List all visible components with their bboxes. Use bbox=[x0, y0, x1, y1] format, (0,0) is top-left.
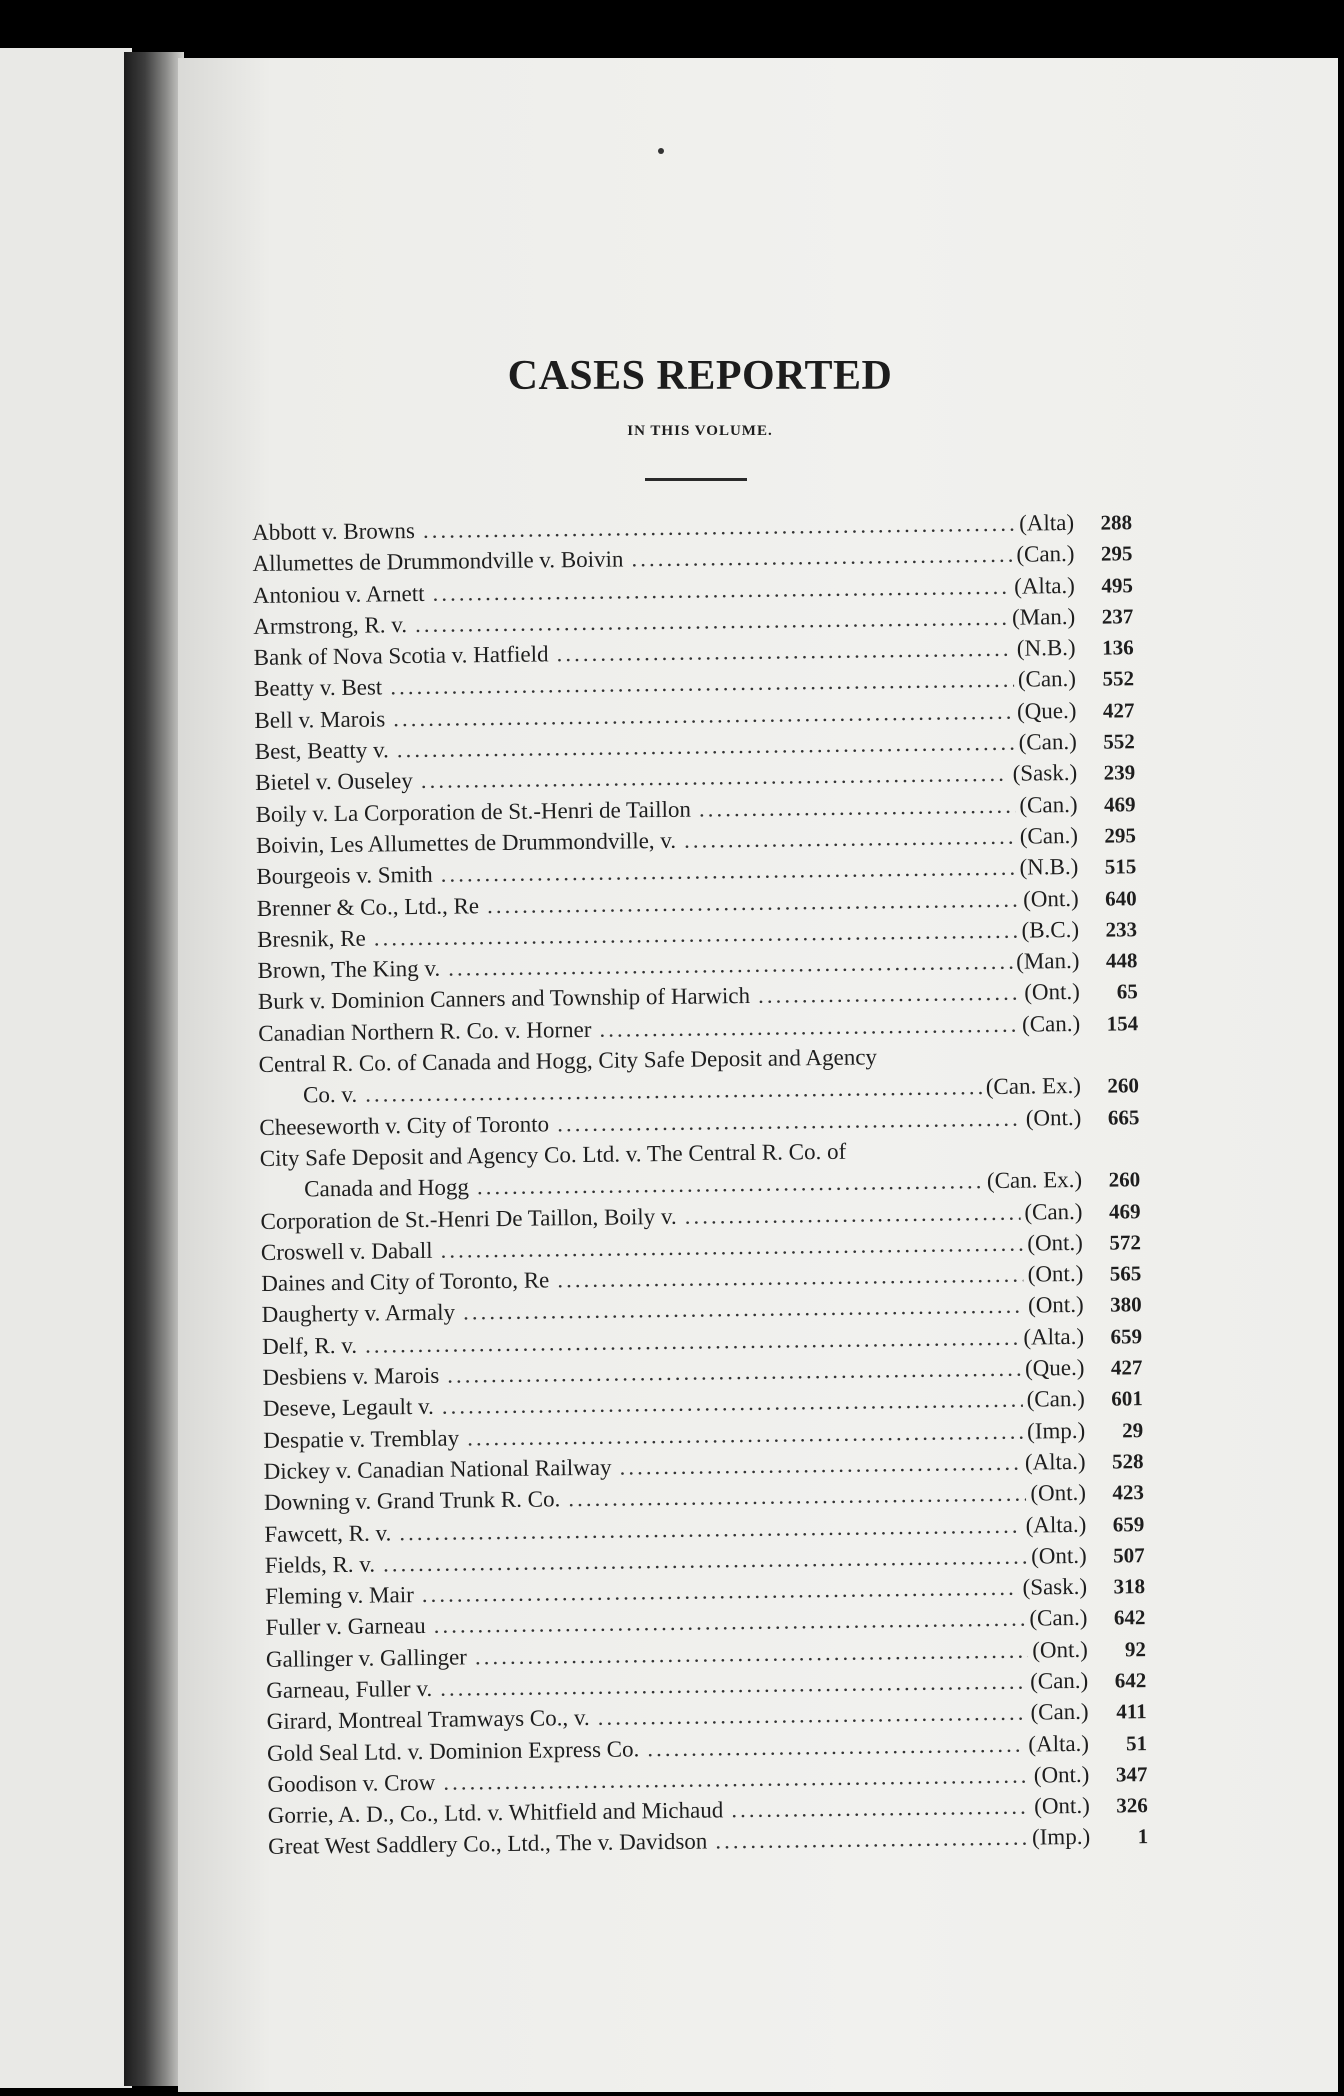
page-number: 642 bbox=[1114, 1668, 1147, 1693]
court-abbreviation: (Ont.) bbox=[1033, 1761, 1090, 1788]
case-name: Dickey v. Canadian National Railway bbox=[263, 1454, 612, 1484]
leader-dots bbox=[475, 1637, 1029, 1670]
case-name: Fleming v. Mair bbox=[265, 1582, 414, 1610]
leader-dots bbox=[557, 1262, 1024, 1294]
case-name: Downing v. Grand Trunk R. Co. bbox=[263, 1486, 561, 1516]
page-number: 51 bbox=[1125, 1730, 1148, 1755]
leader-dots bbox=[631, 542, 1012, 573]
court-abbreviation: (Can. Ex.) bbox=[986, 1167, 1083, 1194]
page-number: 295 bbox=[1104, 823, 1137, 848]
case-name: Gallinger v. Gallinger bbox=[265, 1644, 468, 1672]
page-number: 469 bbox=[1103, 791, 1136, 817]
case-name: Great West Saddlery Co., Ltd., The v. Davidson bbox=[268, 1829, 708, 1860]
case-name: Antoniou v. Arnett bbox=[252, 580, 425, 608]
ink-speck bbox=[658, 148, 664, 154]
court-abbreviation: (B.C.) bbox=[1021, 916, 1080, 943]
page-number: 469 bbox=[1108, 1198, 1141, 1224]
scan-border bbox=[1338, 0, 1344, 2096]
case-name: Daugherty v. Armaly bbox=[261, 1300, 456, 1328]
page-number: 515 bbox=[1104, 854, 1137, 879]
page-number: 565 bbox=[1109, 1261, 1142, 1286]
case-name: Despatie v. Tremblay bbox=[263, 1425, 460, 1453]
page-number: 448 bbox=[1105, 948, 1138, 973]
page-number: 423 bbox=[1112, 1480, 1145, 1505]
left-facing-page bbox=[0, 48, 132, 2088]
leader-dots bbox=[463, 1293, 1024, 1326]
book-gutter-shadow bbox=[124, 52, 184, 2086]
leader-dots bbox=[448, 949, 1012, 982]
case-name: Fields, R. v. bbox=[264, 1551, 376, 1578]
court-abbreviation: (Man.) bbox=[1016, 948, 1080, 974]
leader-dots bbox=[731, 1794, 1030, 1824]
page-number: 136 bbox=[1101, 635, 1134, 660]
court-abbreviation: (Alta.) bbox=[1028, 1730, 1090, 1757]
court-abbreviation: (Sask.) bbox=[1012, 760, 1078, 787]
page-number: 288 bbox=[1100, 510, 1133, 535]
case-name: Bank of Nova Scotia v. Hatfield bbox=[253, 641, 549, 671]
title-rule-divider bbox=[645, 478, 747, 481]
page-number: 507 bbox=[1113, 1542, 1145, 1568]
case-name: Bourgeois v. Smith bbox=[256, 862, 433, 890]
page-number: 29 bbox=[1122, 1417, 1144, 1443]
leader-dots bbox=[557, 1105, 1022, 1137]
case-name: Beatty v. Best bbox=[253, 674, 383, 702]
court-abbreviation: (Can.) bbox=[1017, 666, 1077, 693]
leader-dots bbox=[715, 1825, 1028, 1855]
case-name: Deseve, Legault v. bbox=[262, 1394, 434, 1422]
court-abbreviation: (Ont.) bbox=[1034, 1793, 1090, 1819]
court-abbreviation: (Que.) bbox=[1016, 697, 1077, 724]
court-abbreviation: (Can.) bbox=[1026, 1386, 1085, 1412]
court-abbreviation: (Can. Ex.) bbox=[985, 1073, 1082, 1100]
page-number: 1 bbox=[1137, 1824, 1149, 1849]
page-number: 260 bbox=[1108, 1167, 1141, 1192]
case-name: Canadian Northern R. Co. v. Horner bbox=[258, 1016, 592, 1046]
leader-dots bbox=[699, 792, 1016, 822]
case-name-continued: Co. v. bbox=[302, 1082, 358, 1108]
case-name: Bietel v. Ouseley bbox=[255, 768, 413, 796]
case-name: Cheeseworth v. City of Toronto bbox=[259, 1111, 550, 1140]
page-number: 318 bbox=[1113, 1574, 1146, 1599]
case-name: Gold Seal Ltd. v. Dominion Express Co. bbox=[266, 1735, 640, 1766]
case-name: Brown, The King v. bbox=[257, 955, 441, 984]
leader-dots bbox=[487, 886, 1019, 918]
court-abbreviation: (Ont.) bbox=[1030, 1542, 1087, 1569]
leader-dots bbox=[477, 1168, 983, 1200]
case-name: Croswell v. Daball bbox=[260, 1237, 433, 1265]
case-name: Fuller v. Garneau bbox=[265, 1613, 426, 1641]
court-abbreviation: (Ont.) bbox=[1027, 1229, 1084, 1256]
page-number: 642 bbox=[1113, 1605, 1146, 1630]
page-number: 601 bbox=[1111, 1386, 1143, 1411]
case-name: Fawcett, R. v. bbox=[264, 1519, 392, 1547]
page-number: 427 bbox=[1110, 1355, 1143, 1380]
case-name: Central R. Co. of Canada and Hogg, City Safe Deposit and Agency bbox=[258, 1044, 878, 1078]
case-name: Boily v. La Corporation de St.-Henri de Taillon bbox=[255, 796, 692, 827]
case-name: Bresnik, Re bbox=[256, 925, 366, 952]
page-number: 295 bbox=[1100, 541, 1133, 566]
court-abbreviation: (N.B.) bbox=[1019, 854, 1079, 880]
case-name: Girard, Montreal Tramways Co., v. bbox=[266, 1705, 590, 1735]
court-abbreviation: (Alta.) bbox=[1024, 1448, 1086, 1475]
leader-dots bbox=[599, 1011, 1018, 1042]
case-name: Abbott v. Browns bbox=[252, 518, 416, 545]
leader-dots bbox=[598, 1700, 1027, 1731]
page-number: 65 bbox=[1116, 979, 1138, 1004]
court-abbreviation: (Ont.) bbox=[1027, 1261, 1084, 1287]
court-abbreviation: (Can.) bbox=[1024, 1198, 1083, 1225]
case-name: Delf, R. v. bbox=[261, 1332, 358, 1359]
case-name: Bell v. Marois bbox=[254, 706, 386, 733]
court-abbreviation: (Can.) bbox=[1016, 541, 1075, 567]
page-number: 659 bbox=[1112, 1511, 1145, 1537]
court-abbreviation: (Ont.) bbox=[1032, 1636, 1089, 1663]
case-name: Garneau, Fuller v. bbox=[266, 1675, 433, 1703]
court-abbreviation: (Alta.) bbox=[1025, 1511, 1087, 1538]
case-name: Desbiens v. Marois bbox=[262, 1362, 440, 1390]
court-abbreviation: (Imp.) bbox=[1031, 1824, 1091, 1851]
case-name: Gorrie, A. D., Co., Ltd. v. Whitfield and Michaud bbox=[267, 1797, 724, 1829]
leader-dots bbox=[467, 1418, 1023, 1451]
case-name: Armstrong, R. v. bbox=[253, 612, 408, 639]
page-number: 411 bbox=[1116, 1699, 1147, 1724]
court-abbreviation: (Que.) bbox=[1024, 1354, 1085, 1381]
court-abbreviation: (N.B.) bbox=[1016, 635, 1076, 661]
case-name: Corporation de St.-Henri De Taillon, Boily v. bbox=[260, 1203, 677, 1234]
court-abbreviation: (Man.) bbox=[1011, 603, 1076, 630]
case-name: Brenner & Co., Ltd., Re bbox=[256, 892, 480, 921]
page-number: 427 bbox=[1102, 698, 1135, 723]
page-title: CASES REPORTED bbox=[507, 353, 893, 399]
leader-dots bbox=[568, 1481, 1026, 1513]
cases-list bbox=[252, 509, 1148, 1865]
page-number: 495 bbox=[1101, 572, 1134, 598]
page-number: 665 bbox=[1107, 1104, 1140, 1130]
leader-dots bbox=[556, 636, 1013, 668]
page-number: 552 bbox=[1102, 666, 1135, 692]
page-number: 237 bbox=[1101, 604, 1134, 629]
page-number: 640 bbox=[1105, 885, 1137, 911]
court-abbreviation: (Alta.) bbox=[1014, 572, 1076, 599]
court-abbreviation: (Can.) bbox=[1019, 822, 1079, 849]
page-number: 380 bbox=[1110, 1292, 1142, 1317]
page-subtitle: IN THIS VOLUME. bbox=[627, 423, 773, 439]
case-name: Best, Beatty v. bbox=[254, 737, 389, 765]
page-number: 347 bbox=[1115, 1762, 1148, 1787]
case-name: Allumettes de Drummondville v. Boivin bbox=[252, 546, 624, 577]
leader-dots bbox=[647, 1731, 1024, 1762]
court-abbreviation: (Ont.) bbox=[1022, 885, 1079, 912]
leader-dots bbox=[758, 980, 1021, 1009]
court-abbreviation: (Alta.) bbox=[1023, 1323, 1085, 1350]
page-number: 239 bbox=[1103, 760, 1136, 785]
leader-dots bbox=[684, 824, 1016, 854]
leader-dots bbox=[685, 1199, 1021, 1229]
page-number: 659 bbox=[1110, 1323, 1143, 1349]
page-number: 572 bbox=[1109, 1230, 1142, 1255]
court-abbreviation: (Ont.) bbox=[1025, 1104, 1082, 1131]
court-abbreviation: (Imp.) bbox=[1026, 1417, 1086, 1444]
court-abbreviation: (Can.) bbox=[1021, 1010, 1081, 1037]
case-name: City Safe Deposit and Agency Co. Ltd. v. The Central R. Co. of bbox=[259, 1138, 847, 1171]
court-abbreviation: (Can.) bbox=[1018, 729, 1077, 755]
leader-dots bbox=[619, 1450, 1021, 1481]
court-abbreviation: (Can.) bbox=[1030, 1699, 1089, 1725]
court-abbreviation: (Alta) bbox=[1019, 509, 1075, 536]
page-number: 260 bbox=[1107, 1073, 1140, 1098]
page-number: 528 bbox=[1111, 1449, 1144, 1474]
case-name-continued: Canada and Hogg bbox=[304, 1174, 470, 1202]
court-abbreviation: (Ont.) bbox=[1027, 1292, 1084, 1318]
case-name: Goodison v. Crow bbox=[267, 1769, 436, 1797]
court-abbreviation: (Can.) bbox=[1029, 1667, 1089, 1694]
case-name: Daines and City of Toronto, Re bbox=[261, 1267, 550, 1297]
page-number: 92 bbox=[1124, 1636, 1147, 1662]
court-abbreviation: (Ont.) bbox=[1024, 979, 1080, 1006]
case-name: Boivin, Les Allumettes de Drummondville, v. bbox=[255, 827, 677, 858]
court-abbreviation: (Ont.) bbox=[1030, 1480, 1087, 1506]
case-name: Burk v. Dominion Canners and Township of Harwich bbox=[257, 983, 751, 1015]
page-number: 326 bbox=[1116, 1793, 1148, 1818]
page-number: 233 bbox=[1105, 917, 1138, 942]
page-number: 552 bbox=[1103, 729, 1135, 754]
court-abbreviation: (Sask.) bbox=[1022, 1573, 1088, 1600]
court-abbreviation: (Can.) bbox=[1029, 1605, 1088, 1631]
court-abbreviation: (Can.) bbox=[1019, 791, 1078, 818]
page-number: 154 bbox=[1106, 1010, 1139, 1036]
